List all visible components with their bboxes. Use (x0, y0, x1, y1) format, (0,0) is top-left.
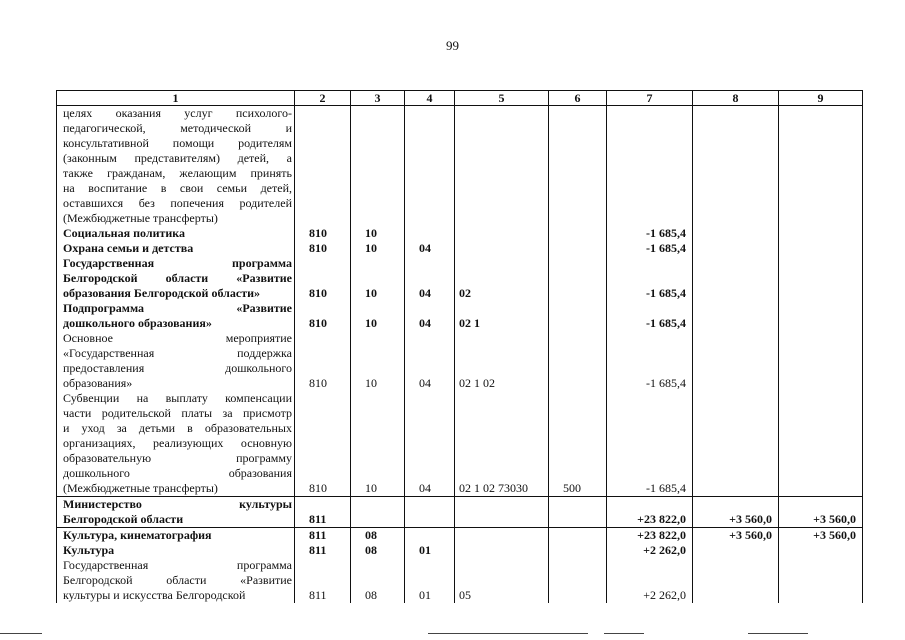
page-number: 99 (446, 38, 459, 53)
scan-edge-line (748, 633, 808, 634)
row-description (57, 528, 295, 544)
table-row (57, 241, 863, 256)
target-article-cell (455, 497, 549, 528)
amount-cell (693, 391, 779, 497)
code-cell: 811 (295, 497, 351, 528)
description-line: Культура, кинематография (63, 528, 212, 542)
amount-cell (779, 256, 863, 301)
expense-type-cell (549, 331, 607, 391)
amount-cell (779, 331, 863, 391)
description-line: и уход за детьми в образовательных (63, 421, 292, 435)
description-line: Министерство культуры (63, 497, 292, 511)
expense-type-cell (549, 241, 607, 256)
code-cell: 811 (295, 528, 351, 544)
section-cell: 10 (351, 241, 405, 256)
description-line: Государственная программа (63, 256, 292, 270)
code-cell: 811 (295, 543, 351, 558)
description-line: культуры и искусства Белгородской (63, 588, 246, 602)
amount-cell: +23 822,0 (607, 497, 693, 528)
amount-cell (607, 106, 693, 227)
amount-cell: +3 560,0 (693, 528, 779, 544)
amount-cell (779, 241, 863, 256)
amount-cell: -1 685,4 (607, 256, 693, 301)
amount-cell (693, 558, 779, 603)
amount-cell (779, 391, 863, 497)
amount-cell (779, 301, 863, 331)
subsection-cell: 04 (405, 256, 455, 301)
table-row (57, 331, 863, 391)
row-description (57, 497, 295, 528)
amount-cell: +3 560,0 (693, 497, 779, 528)
description-line: образовательную программу (63, 451, 292, 465)
column-header: 1 (57, 91, 295, 106)
description-line: Белгородской области «Развитие (63, 271, 292, 285)
code-cell: 810 (295, 331, 351, 391)
column-header: 9 (779, 91, 863, 106)
target-article-cell (455, 226, 549, 241)
column-header: 4 (405, 91, 455, 106)
table-row (57, 256, 863, 301)
expense-type-cell (549, 256, 607, 301)
code-cell: 810 (295, 241, 351, 256)
amount-cell: +23 822,0 (607, 528, 693, 544)
table-row (57, 106, 863, 227)
table-row (57, 497, 863, 528)
scan-edge-line (604, 633, 644, 634)
row-description (57, 106, 295, 227)
description-line: Культура (63, 543, 115, 557)
expense-type-cell (549, 497, 607, 528)
description-line: Подпрограмма «Развитие (63, 301, 292, 315)
subsection-cell (405, 528, 455, 544)
amount-cell (693, 241, 779, 256)
amount-cell (779, 106, 863, 227)
description-line: Белгородской области «Развитие (63, 573, 292, 587)
amount-cell (693, 543, 779, 558)
header-row (57, 91, 863, 106)
subsection-cell: 04 (405, 331, 455, 391)
description-line: предоставления дошкольного (63, 361, 292, 375)
target-article-cell: 02 1 (455, 301, 549, 331)
column-header: 6 (549, 91, 607, 106)
description-line: Основное мероприятие (63, 331, 292, 345)
table-row (57, 301, 863, 331)
amount-cell (693, 301, 779, 331)
table-row (57, 226, 863, 241)
description-line: части родительской платы за присмотр (63, 406, 292, 420)
column-header: 5 (455, 91, 549, 106)
target-article-cell (455, 543, 549, 558)
scan-edge-line (428, 633, 588, 634)
section-cell: 10 (351, 226, 405, 241)
amount-cell: +3 560,0 (779, 497, 863, 528)
code-cell: 810 (295, 301, 351, 331)
section-cell: 08 (351, 543, 405, 558)
description-line: организациях, реализующих основную (63, 436, 292, 450)
expense-type-cell (549, 106, 607, 227)
amount-cell (779, 558, 863, 603)
column-header: 2 (295, 91, 351, 106)
expense-type-cell (549, 558, 607, 603)
target-article-cell: 02 1 02 73030 (455, 391, 549, 497)
description-line: (законным представителям) детей, а (63, 151, 292, 165)
code-cell: 810 (295, 226, 351, 241)
description-line: Охрана семьи и детства (63, 241, 194, 255)
amount-cell: +2 262,0 (607, 558, 693, 603)
amount-cell: -1 685,4 (607, 331, 693, 391)
description-line: Белгородской области (63, 512, 184, 526)
description-line: консультативной помощи родителям (63, 136, 292, 150)
subsection-cell: 01 (405, 558, 455, 603)
section-cell: 10 (351, 331, 405, 391)
subsection-cell: 04 (405, 241, 455, 256)
target-article-cell: 02 1 02 (455, 331, 549, 391)
column-header: 7 (607, 91, 693, 106)
description-line: оставшихся без попечения родителей (63, 196, 292, 210)
section-cell (351, 106, 405, 227)
table-row (57, 528, 863, 544)
description-line: Социальная политика (63, 226, 186, 240)
subsection-cell: 04 (405, 301, 455, 331)
section-cell: 10 (351, 301, 405, 331)
row-description (57, 241, 295, 256)
row-description (57, 226, 295, 241)
amount-cell (779, 226, 863, 241)
table-row (57, 391, 863, 497)
budget-table (56, 90, 863, 603)
code-cell: 810 (295, 391, 351, 497)
row-description (57, 301, 295, 331)
section-cell (351, 497, 405, 528)
subsection-cell (405, 226, 455, 241)
expense-type-cell (549, 543, 607, 558)
description-line: образования» (63, 376, 133, 390)
table-row (57, 558, 863, 603)
row-description (57, 331, 295, 391)
amount-cell: +3 560,0 (779, 528, 863, 544)
column-header: 8 (693, 91, 779, 106)
row-description (57, 558, 295, 603)
amount-cell (779, 543, 863, 558)
target-article-cell: 05 (455, 558, 549, 603)
table-row (57, 543, 863, 558)
code-cell (295, 106, 351, 227)
target-article-cell: 02 (455, 256, 549, 301)
amount-cell (693, 106, 779, 227)
target-article-cell (455, 241, 549, 256)
section-cell: 08 (351, 558, 405, 603)
code-cell: 810 (295, 256, 351, 301)
code-cell: 811 (295, 558, 351, 603)
description-line: педагогической, методической и (63, 121, 292, 135)
section-cell: 10 (351, 391, 405, 497)
row-description (57, 543, 295, 558)
target-article-cell (455, 106, 549, 227)
row-description (57, 391, 295, 497)
description-line: (Межбюджетные трансферты) (63, 211, 218, 225)
amount-cell: +2 262,0 (607, 543, 693, 558)
subsection-cell: 04 (405, 391, 455, 497)
amount-cell (693, 256, 779, 301)
amount-cell: -1 685,4 (607, 226, 693, 241)
amount-cell (693, 331, 779, 391)
description-line: дошкольного образования (63, 466, 292, 480)
column-header: 3 (351, 91, 405, 106)
section-cell: 08 (351, 528, 405, 544)
amount-cell: -1 685,4 (607, 241, 693, 256)
subsection-cell (405, 106, 455, 227)
description-line: «Государственная поддержка (63, 346, 292, 360)
description-line: целях оказания услуг психолого- (63, 106, 292, 120)
description-line: образования Белгородской области» (63, 286, 261, 300)
subsection-cell (405, 497, 455, 528)
amount-cell: -1 685,4 (607, 391, 693, 497)
description-line: (Межбюджетные трансферты) (63, 481, 218, 495)
amount-cell: -1 685,4 (607, 301, 693, 331)
expense-type-cell (549, 226, 607, 241)
subsection-cell: 01 (405, 543, 455, 558)
description-line: на воспитание в свои семьи детей, (63, 181, 292, 195)
expense-type-cell: 500 (549, 391, 607, 497)
amount-cell (693, 226, 779, 241)
expense-type-cell (549, 301, 607, 331)
description-line: Субвенции на выплату компенсации (63, 391, 292, 405)
row-description (57, 256, 295, 301)
scan-edge-line (0, 633, 42, 634)
description-line: также гражданам, желающим принять (63, 166, 292, 180)
table-body (57, 106, 863, 604)
section-cell: 10 (351, 256, 405, 301)
description-line: Государственная программа (63, 558, 292, 572)
target-article-cell (455, 528, 549, 544)
description-line: дошкольного образования» (63, 316, 212, 330)
expense-type-cell (549, 528, 607, 544)
